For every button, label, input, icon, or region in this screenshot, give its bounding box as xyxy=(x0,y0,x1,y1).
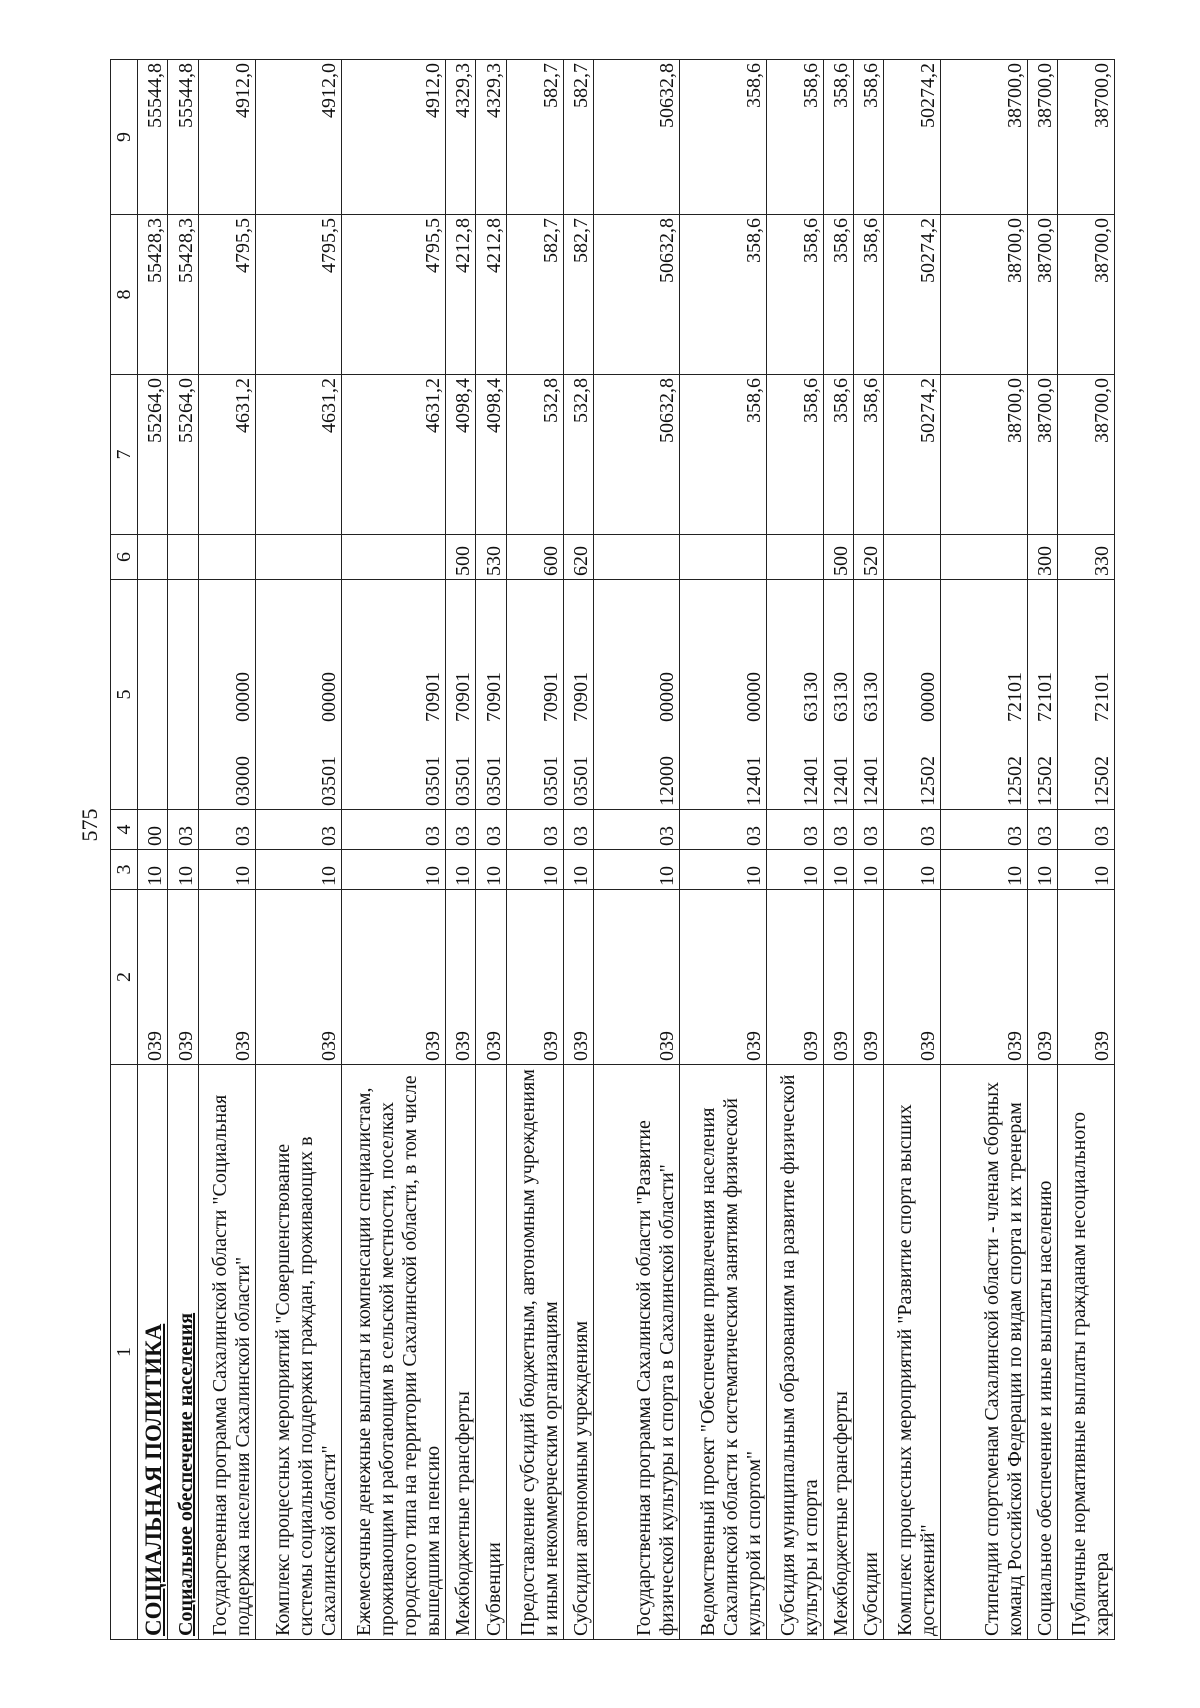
row-name: Межбюджетные трансферты xyxy=(829,1391,852,1636)
target-article-cell xyxy=(853,580,883,810)
ministry-code: 039 xyxy=(766,890,823,1065)
expense-type-code xyxy=(168,535,198,580)
row-name: Комплекс процессных мероприятий "Совершенствование системы социальной поддержки граждан, проживающих в Сахалинской области" xyxy=(271,1136,340,1636)
target-article-direction: 70901 xyxy=(569,672,592,722)
amount-year-3: 358,6 xyxy=(853,60,883,215)
row-name: Субсидии автономным учреждениям xyxy=(569,1320,592,1636)
row-name-cell xyxy=(1027,1065,1057,1640)
expense-type-code xyxy=(593,535,679,580)
header-cell: 7 xyxy=(111,375,138,535)
target-article-cell xyxy=(941,580,1027,810)
target-article-direction: 00000 xyxy=(917,672,940,722)
ministry-code: 039 xyxy=(941,890,1027,1065)
table-row xyxy=(476,60,506,1640)
ministry-code: 039 xyxy=(446,890,476,1065)
subsection-code: 03 xyxy=(255,810,341,850)
expense-type-code xyxy=(680,535,766,580)
subsection-code: 03 xyxy=(446,810,476,850)
expense-type-code xyxy=(941,535,1027,580)
target-article-direction: 00000 xyxy=(317,672,340,722)
row-name-cell xyxy=(446,1065,476,1640)
row-name-cell xyxy=(680,1065,766,1640)
subsection-code: 03 xyxy=(1057,810,1114,850)
ministry-code: 039 xyxy=(341,890,445,1065)
ministry-code: 039 xyxy=(198,890,255,1065)
header-cell: 4 xyxy=(111,810,138,850)
section-code: 10 xyxy=(823,850,853,890)
amount-year-1: 55264,0 xyxy=(168,375,198,535)
amount-year-1: 4098,4 xyxy=(446,375,476,535)
header-cell: 1 xyxy=(111,1065,138,1640)
section-code: 10 xyxy=(593,850,679,890)
ministry-code: 039 xyxy=(1057,890,1114,1065)
amount-year-3: 4329,3 xyxy=(446,60,476,215)
budget-table xyxy=(110,59,1115,1640)
subsection-code: 03 xyxy=(563,810,593,850)
target-article-cell xyxy=(476,580,506,810)
subsection-code: 03 xyxy=(506,810,563,850)
header-cell: 5 xyxy=(111,580,138,810)
subsection-code: 03 xyxy=(766,810,823,850)
expense-type-code: 500 xyxy=(823,535,853,580)
row-name-cell xyxy=(476,1065,506,1640)
target-article-cell xyxy=(593,580,679,810)
ministry-code: 039 xyxy=(823,890,853,1065)
table-row xyxy=(255,60,341,1640)
target-article-program: 12401 xyxy=(860,756,883,806)
amount-year-1: 532,8 xyxy=(563,375,593,535)
table-row xyxy=(506,60,563,1640)
amount-year-3: 38700,0 xyxy=(1027,60,1057,215)
header-cell: 8 xyxy=(111,215,138,375)
row-name: Субсидия муниципальным образованиям на развитие физической культуры и спорта xyxy=(776,1074,822,1636)
ministry-code: 039 xyxy=(255,890,341,1065)
amount-year-2: 358,6 xyxy=(680,215,766,375)
subsection-code: 03 xyxy=(823,810,853,850)
table-row xyxy=(766,60,823,1640)
amount-year-3: 55544,8 xyxy=(138,60,168,215)
amount-year-3: 4912,0 xyxy=(198,60,255,215)
target-article-cell xyxy=(168,580,198,810)
row-name: Государственная программа Сахалинской области "Социальная поддержка населения Сахалинской области" xyxy=(208,1094,254,1636)
subsection-code: 03 xyxy=(1027,810,1057,850)
target-article-program: 12401 xyxy=(829,756,852,806)
target-article-direction: 72101 xyxy=(1091,672,1113,722)
amount-year-2: 4795,5 xyxy=(341,215,445,375)
subsection-code: 03 xyxy=(853,810,883,850)
amount-year-2: 358,6 xyxy=(823,215,853,375)
subsection-code: 03 xyxy=(593,810,679,850)
row-name-cell xyxy=(341,1065,445,1640)
target-article-direction: 72101 xyxy=(1033,672,1056,722)
target-article-direction: 70901 xyxy=(452,672,475,722)
amount-year-1: 38700,0 xyxy=(1027,375,1057,535)
ministry-code: 039 xyxy=(138,890,168,1065)
row-name: Ежемесячные денежные выплаты и компенсации специалистам, проживающим и работающим в сельской местности, поселках городского типа на территории Сахалинской области, в том числе вышедшим на пенсию xyxy=(353,1075,445,1636)
target-article-program: 12401 xyxy=(742,756,765,806)
row-name-cell xyxy=(593,1065,679,1640)
table-row xyxy=(941,60,1027,1640)
amount-year-2: 4795,5 xyxy=(198,215,255,375)
ministry-code: 039 xyxy=(680,890,766,1065)
target-article-direction: 63130 xyxy=(799,672,822,722)
amount-year-2: 55428,3 xyxy=(168,215,198,375)
target-article-program: 12502 xyxy=(1091,756,1113,806)
target-article-cell xyxy=(823,580,853,810)
section-code: 10 xyxy=(1027,850,1057,890)
amount-year-3: 358,6 xyxy=(680,60,766,215)
expense-type-code: 500 xyxy=(446,535,476,580)
target-article-cell xyxy=(506,580,563,810)
target-article-direction: 70901 xyxy=(482,672,505,722)
section-code: 10 xyxy=(853,850,883,890)
amount-year-2: 4212,8 xyxy=(446,215,476,375)
amount-year-1: 38700,0 xyxy=(1057,375,1114,535)
target-article-cell xyxy=(446,580,476,810)
amount-year-3: 38700,0 xyxy=(941,60,1027,215)
row-name: СОЦИАЛЬНАЯ ПОЛИТИКА xyxy=(141,1323,167,1636)
amount-year-3: 358,6 xyxy=(766,60,823,215)
subsection-code: 03 xyxy=(341,810,445,850)
table-row xyxy=(168,60,198,1640)
section-code: 10 xyxy=(446,850,476,890)
subsection-code: 03 xyxy=(884,810,941,850)
table-row xyxy=(563,60,593,1640)
target-article-cell xyxy=(766,580,823,810)
amount-year-3: 50274,2 xyxy=(884,60,941,215)
table-row xyxy=(1027,60,1057,1640)
target-article-direction: 70901 xyxy=(422,672,445,722)
amount-year-1: 50274,2 xyxy=(884,375,941,535)
target-article-program: 03501 xyxy=(569,756,592,806)
section-code: 10 xyxy=(255,850,341,890)
target-article-direction: 63130 xyxy=(860,672,883,722)
amount-year-1: 358,6 xyxy=(853,375,883,535)
expense-type-code xyxy=(198,535,255,580)
row-name-cell xyxy=(853,1065,883,1640)
amount-year-1: 55264,0 xyxy=(138,375,168,535)
section-code: 10 xyxy=(168,850,198,890)
target-article-direction: 63130 xyxy=(829,672,852,722)
expense-type-code: 530 xyxy=(476,535,506,580)
target-article-direction: 00000 xyxy=(231,672,254,722)
amount-year-2: 50632,8 xyxy=(593,215,679,375)
section-code: 10 xyxy=(884,850,941,890)
amount-year-1: 4631,2 xyxy=(198,375,255,535)
row-name-cell xyxy=(1057,1065,1114,1640)
header-cell: 9 xyxy=(111,60,138,215)
amount-year-2: 50274,2 xyxy=(884,215,941,375)
table-row xyxy=(1057,60,1114,1640)
expense-type-code xyxy=(766,535,823,580)
amount-year-1: 50632,8 xyxy=(593,375,679,535)
target-article-program: 12502 xyxy=(1033,756,1056,806)
ministry-code: 039 xyxy=(593,890,679,1065)
table-row xyxy=(823,60,853,1640)
target-article-program: 12000 xyxy=(656,756,679,806)
row-name: Социальное обеспечение населения xyxy=(174,1312,197,1636)
subsection-code: 03 xyxy=(476,810,506,850)
ministry-code: 039 xyxy=(563,890,593,1065)
amount-year-2: 38700,0 xyxy=(1027,215,1057,375)
row-name: Социальное обеспечение и иные выплаты населению xyxy=(1033,1180,1056,1636)
amount-year-3: 38700,0 xyxy=(1057,60,1114,215)
table-row xyxy=(138,60,168,1640)
amount-year-2: 38700,0 xyxy=(1057,215,1114,375)
target-article-cell xyxy=(1027,580,1057,810)
target-article-program: 12401 xyxy=(799,756,822,806)
row-name: Комплекс процессных мероприятий "Развитие спорта высших достижений" xyxy=(894,1104,940,1636)
page-number: 575 xyxy=(77,808,102,842)
subsection-code: 03 xyxy=(168,810,198,850)
row-name: Стипендии спортсменам Сахалинской области - членам сборных команд Российской Федерации по видам спорта и их тренерам xyxy=(980,1081,1026,1636)
section-code: 10 xyxy=(680,850,766,890)
table-row xyxy=(198,60,255,1640)
amount-year-2: 582,7 xyxy=(506,215,563,375)
row-name: Предоставление субсидий бюджетным, автономным учреждениям и иным некоммерческим организациям xyxy=(516,1069,562,1636)
target-article-direction: 70901 xyxy=(539,672,562,722)
target-article-program: 03000 xyxy=(231,756,254,806)
table-row xyxy=(341,60,445,1640)
row-name-cell xyxy=(766,1065,823,1640)
amount-year-3: 582,7 xyxy=(506,60,563,215)
target-article-cell xyxy=(138,580,168,810)
amount-year-3: 582,7 xyxy=(563,60,593,215)
row-name: Государственная программа Сахалинской области "Развитие физической культуры и спорта в Сахалинской области" xyxy=(633,1120,679,1636)
amount-year-1: 358,6 xyxy=(680,375,766,535)
row-name-cell xyxy=(168,1065,198,1640)
target-article-cell xyxy=(563,580,593,810)
expense-type-code xyxy=(255,535,341,580)
section-code: 10 xyxy=(198,850,255,890)
amount-year-1: 4631,2 xyxy=(341,375,445,535)
header-cell: 6 xyxy=(111,535,138,580)
row-name-cell xyxy=(941,1065,1027,1640)
target-article-direction: 72101 xyxy=(1003,672,1026,722)
expense-type-code: 620 xyxy=(563,535,593,580)
row-name-cell xyxy=(884,1065,941,1640)
target-article-direction: 00000 xyxy=(742,672,765,722)
expense-type-code xyxy=(341,535,445,580)
amount-year-1: 4098,4 xyxy=(476,375,506,535)
row-name-cell xyxy=(255,1065,341,1640)
amount-year-2: 55428,3 xyxy=(138,215,168,375)
ministry-code: 039 xyxy=(476,890,506,1065)
row-name: Субсидии xyxy=(860,1552,883,1636)
section-code: 10 xyxy=(766,850,823,890)
subsection-code: 00 xyxy=(138,810,168,850)
table-row xyxy=(446,60,476,1640)
amount-year-3: 4912,0 xyxy=(255,60,341,215)
target-article-program: 12502 xyxy=(917,756,940,806)
amount-year-1: 358,6 xyxy=(823,375,853,535)
expense-type-code xyxy=(884,535,941,580)
section-code: 10 xyxy=(563,850,593,890)
target-article-cell xyxy=(1057,580,1114,810)
row-name: Субвенции xyxy=(482,1542,505,1636)
amount-year-1: 38700,0 xyxy=(941,375,1027,535)
section-code: 10 xyxy=(1057,850,1114,890)
amount-year-1: 4631,2 xyxy=(255,375,341,535)
row-name: Межбюджетные трансферты xyxy=(452,1391,475,1636)
target-article-program: 03501 xyxy=(422,756,445,806)
section-code: 10 xyxy=(941,850,1027,890)
amount-year-2: 358,6 xyxy=(853,215,883,375)
ministry-code: 039 xyxy=(168,890,198,1065)
target-article-cell xyxy=(680,580,766,810)
row-name: Ведомственный проект "Обеспечение привлечения населения Сахалинской области к систематическим занятиям физической культурой и спортом" xyxy=(696,1098,765,1636)
ministry-code: 039 xyxy=(1027,890,1057,1065)
amount-year-3: 358,6 xyxy=(823,60,853,215)
amount-year-1: 532,8 xyxy=(506,375,563,535)
target-article-cell xyxy=(341,580,445,810)
target-article-program: 12502 xyxy=(1003,756,1026,806)
expense-type-code: 300 xyxy=(1027,535,1057,580)
row-name: Публичные нормативные выплаты гражданам несоциального характера xyxy=(1068,1111,1113,1636)
target-article-cell xyxy=(198,580,255,810)
table-row xyxy=(853,60,883,1640)
amount-year-2: 38700,0 xyxy=(941,215,1027,375)
target-article-program: 03501 xyxy=(482,756,505,806)
row-name-cell xyxy=(138,1065,168,1640)
subsection-code: 03 xyxy=(198,810,255,850)
section-code: 10 xyxy=(341,850,445,890)
expense-type-code: 330 xyxy=(1057,535,1114,580)
amount-year-2: 4795,5 xyxy=(255,215,341,375)
rotated-budget-table xyxy=(110,60,1115,1640)
table-row xyxy=(884,60,941,1640)
expense-type-code: 520 xyxy=(853,535,883,580)
target-article-program: 03501 xyxy=(539,756,562,806)
amount-year-1: 358,6 xyxy=(766,375,823,535)
table-row xyxy=(680,60,766,1640)
amount-year-2: 4212,8 xyxy=(476,215,506,375)
row-name-cell xyxy=(198,1065,255,1640)
target-article-direction: 00000 xyxy=(656,672,679,722)
target-article-cell xyxy=(255,580,341,810)
row-name-cell xyxy=(823,1065,853,1640)
amount-year-3: 4329,3 xyxy=(476,60,506,215)
amount-year-3: 4912,0 xyxy=(341,60,445,215)
table-body xyxy=(138,60,1115,1640)
row-name-cell xyxy=(563,1065,593,1640)
header-row xyxy=(111,60,138,1640)
section-code: 10 xyxy=(138,850,168,890)
section-code: 10 xyxy=(506,850,563,890)
table-row xyxy=(593,60,679,1640)
row-name-cell xyxy=(506,1065,563,1640)
ministry-code: 039 xyxy=(853,890,883,1065)
amount-year-2: 582,7 xyxy=(563,215,593,375)
subsection-code: 03 xyxy=(680,810,766,850)
header-cell: 3 xyxy=(111,850,138,890)
target-article-program: 03501 xyxy=(452,756,475,806)
ministry-code: 039 xyxy=(506,890,563,1065)
amount-year-3: 50632,8 xyxy=(593,60,679,215)
ministry-code: 039 xyxy=(884,890,941,1065)
header-cell: 2 xyxy=(111,890,138,1065)
amount-year-2: 358,6 xyxy=(766,215,823,375)
target-article-program: 03501 xyxy=(317,756,340,806)
expense-type-code xyxy=(138,535,168,580)
target-article-cell xyxy=(884,580,941,810)
subsection-code: 03 xyxy=(941,810,1027,850)
amount-year-3: 55544,8 xyxy=(168,60,198,215)
section-code: 10 xyxy=(476,850,506,890)
expense-type-code: 600 xyxy=(506,535,563,580)
